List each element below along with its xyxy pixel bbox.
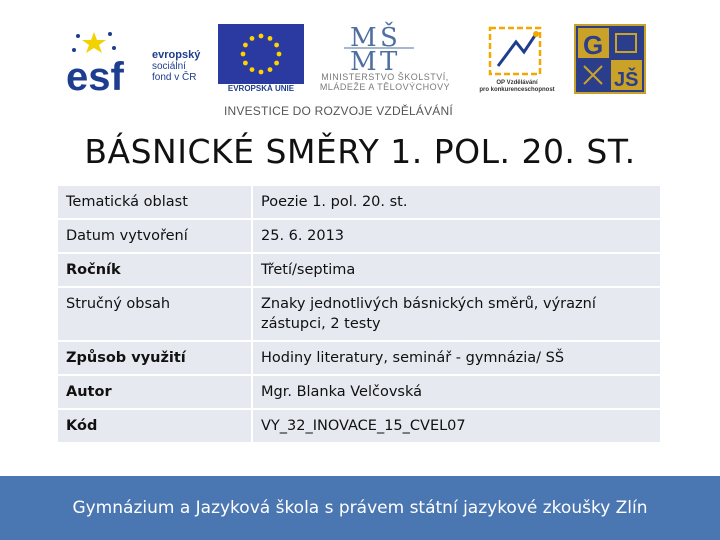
logo-banner: [0, 0, 720, 130]
footer-text: Gymnázium a Jazyková škola s právem státní jazykové zkoušky Zlín: [72, 498, 648, 518]
esf-mark-icon: [66, 26, 146, 94]
table-row: [57, 409, 661, 443]
eu-logo: [218, 24, 304, 96]
esf-line3: fond v ČR: [152, 72, 197, 83]
table-row: [57, 375, 661, 409]
row-value: Poezie 1. pol. 20. st.: [252, 185, 661, 219]
op-line2: pro konkurenceschopnost: [479, 87, 555, 93]
esf-line1: evropský: [152, 49, 201, 61]
row-value: Hodiny literatury, seminář - gymnázia/ SŠ: [252, 341, 661, 375]
svg-text:esf: esf: [66, 55, 124, 94]
msmt-line2: MLÁDEŽE A TĚLOVÝCHOVY: [319, 82, 451, 92]
info-table: [56, 184, 662, 444]
row-value: VY_32_INOVACE_15_CVEL07: [252, 409, 661, 443]
page-title: BÁSNICKÉ SMĚRY 1. POL. 20. ST.: [84, 132, 636, 171]
table-row: [57, 219, 661, 253]
op-line1: OP Vzdělávání: [496, 80, 538, 86]
invest-caption: INVESTICE DO ROZVOJE VZDĚLÁVÁNÍ: [224, 104, 453, 118]
row-value: Znaky jednotlivých básnických směrů, výrazní zástupci, 2 testy: [252, 287, 661, 341]
svg-text:JŠ: JŠ: [614, 69, 639, 91]
footer-banner: [0, 476, 720, 540]
row-value: Mgr. Blanka Velčovská: [252, 375, 661, 409]
eu-caption: EVROPSKÁ UNIE: [227, 84, 295, 93]
esf-line2: sociální: [152, 61, 186, 72]
svg-text:Š: Š: [380, 23, 398, 53]
op-caption: [476, 80, 558, 94]
table-row: [57, 185, 661, 219]
svg-text:G: G: [583, 30, 604, 60]
esf-logo: [66, 26, 211, 94]
gjs-logo: [574, 24, 646, 94]
eu-flag-icon: [218, 24, 304, 84]
svg-text:M: M: [350, 23, 377, 53]
msmt-line1: MINISTERSTVO ŠKOLSTVÍ,: [321, 72, 449, 82]
row-label: Stručný obsah: [57, 287, 252, 341]
row-label: Tematická oblast: [57, 185, 252, 219]
row-label: Autor: [57, 375, 252, 409]
msmt-mark-icon: [310, 20, 460, 72]
svg-text:T: T: [380, 47, 398, 72]
table-row: [57, 253, 661, 287]
table-row: [57, 341, 661, 375]
row-label: Datum vytvoření: [57, 219, 252, 253]
row-label: Způsob využití: [57, 341, 252, 375]
op-logo: [476, 24, 558, 98]
esf-text: [152, 50, 200, 83]
row-label: Kód: [57, 409, 252, 443]
row-label: Ročník: [57, 253, 252, 287]
table-row: [57, 287, 661, 341]
msmt-caption: [310, 72, 460, 92]
row-value: Třetí/septima: [252, 253, 661, 287]
msmt-logo: [310, 20, 460, 100]
row-value: 25. 6. 2013: [252, 219, 661, 253]
op-mark-icon: [476, 24, 558, 80]
gjs-crest-icon: [574, 24, 646, 94]
svg-text:M: M: [350, 47, 377, 72]
